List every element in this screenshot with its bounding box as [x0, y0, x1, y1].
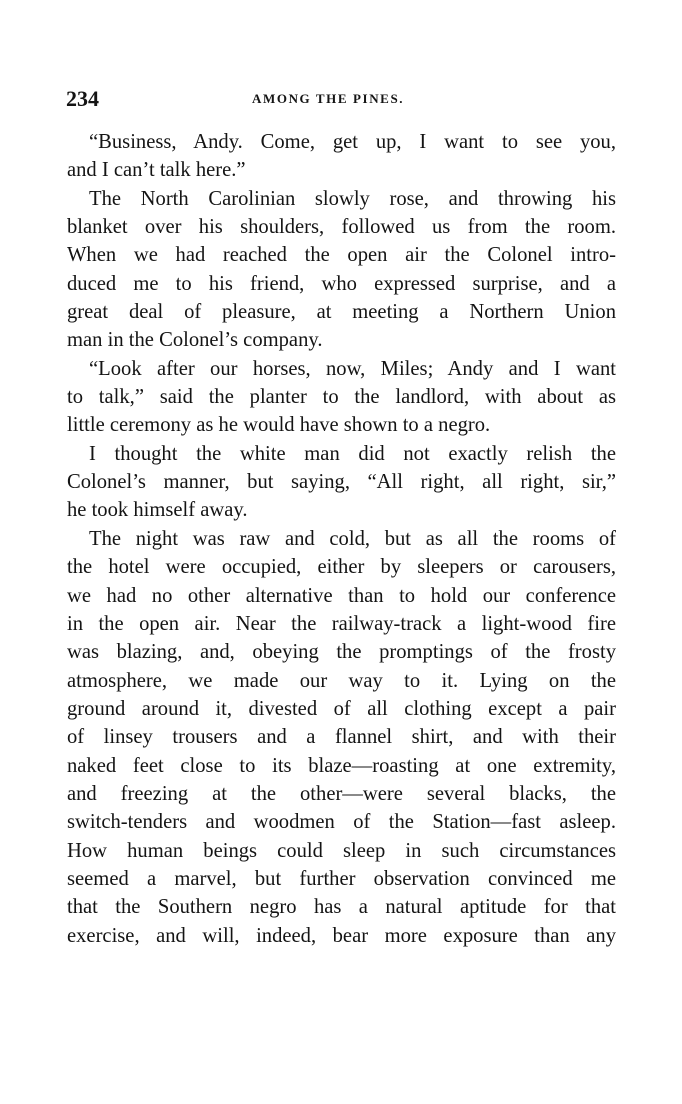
text-line: to talk,” said the planter to the landlord, with about as [67, 386, 616, 409]
text-line: Colonel’s manner, but saying, “All right, all right, sir,” [67, 471, 616, 494]
text-line: and I can’t talk here.” [67, 159, 246, 182]
text-line: we had no other alternative than to hold our conference [67, 584, 616, 607]
text-line: seemed a marvel, but further observation convinced me [67, 867, 616, 890]
page-number: 234 [66, 86, 99, 111]
text-line: The North Carolinian slowly rose, and throwing his [89, 187, 616, 210]
text-line: man in the Colonel’s company. [67, 329, 323, 352]
text-line: ground around it, divested of all clothing except a pair [67, 697, 616, 720]
running-head [66, 86, 616, 112]
text-line: in the open air. Near the railway-track a light-wood fire [67, 612, 616, 635]
text-line: he took himself away. [67, 499, 248, 522]
text-line: great deal of pleasure, at meeting a Northern Union [67, 301, 616, 324]
text-line: atmosphere, we made our way to it. Lying on the [67, 669, 616, 692]
text-line: “Business, Andy. Come, get up, I want to see you, [89, 131, 616, 153]
text-line: The night was raw and cold, but as all the rooms of [89, 527, 616, 550]
text-line: little ceremony as he would have shown to a negro. [67, 414, 491, 437]
text-line: of linsey trousers and a flannel shirt, and with their [67, 726, 616, 749]
text-line: that the Southern negro has a natural aptitude for that [67, 896, 616, 919]
text-line: duced me to his friend, who expressed surprise, and a [67, 272, 616, 295]
text-line: blanket over his shoulders, followed us from the room. [67, 216, 616, 239]
text-line: exercise, and will, indeed, bear more exposure than any [67, 924, 616, 947]
text-line: naked feet close to its blaze—roasting at one extremity, [67, 754, 616, 777]
text-line: and freezing at the other—were several blacks, the [67, 782, 616, 805]
running-title: AMONG THE PINES. [252, 91, 405, 106]
text-line: was blazing, and, obeying the promptings of the frosty [67, 641, 616, 664]
text-line: switch-tenders and woodmen of the Station—fast asleep. [67, 811, 616, 834]
text-line: the hotel were occupied, either by sleepers or carousers, [67, 556, 616, 579]
text-line: I thought the white man did not exactly relish the [89, 442, 616, 465]
text-line: “Look after our horses, now, Miles; Andy and I want [89, 357, 616, 380]
text-line: When we had reached the open air the Colonel intro- [67, 244, 616, 267]
text-line: How human beings could sleep in such circumstances [67, 839, 616, 862]
body-text [67, 128, 616, 950]
